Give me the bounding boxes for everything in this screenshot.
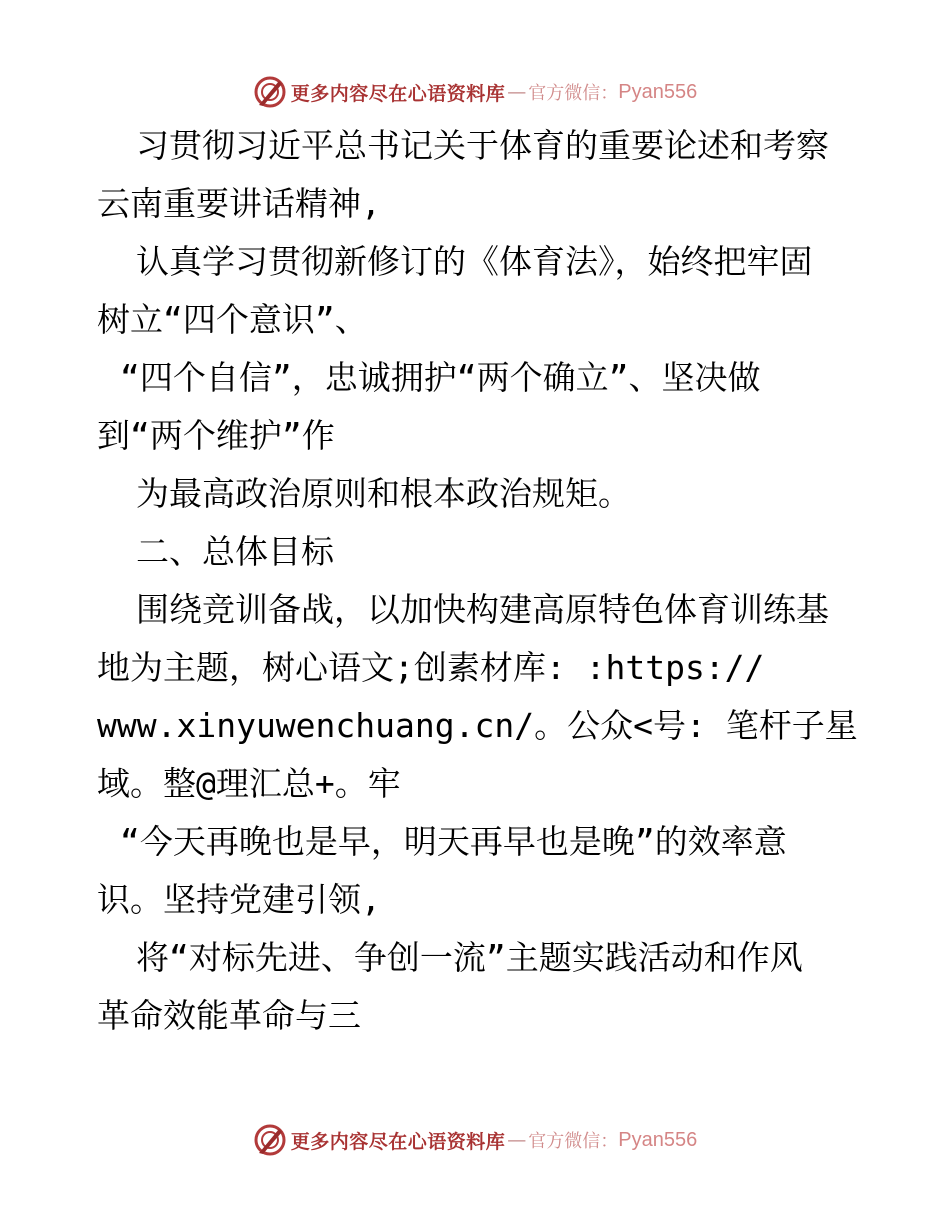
body-line-15: 将“对标先进、争创一流”主题实践活动和作风 [136, 938, 803, 977]
footer-banner-wechat-id: Pyan556 [618, 1128, 698, 1151]
body-line-1: 习贯彻习近平总书记关于体育的重要论述和考察 [136, 126, 829, 165]
body-line-4: 树立“四个意识”、 [97, 300, 368, 339]
body-line-6: 到“两个维护”作 [97, 416, 335, 455]
body-line-16: 革命效能革命与三 [97, 996, 361, 1035]
body-line-9: 围绕竞训备战，以加快构建高原特色体育训练基 [136, 590, 829, 629]
footer-banner-separator: — [507, 1129, 527, 1151]
header-banner [0, 72, 950, 112]
body-line-3: 认真学习贯彻新修订的《体育法》，始终把牢固 [136, 242, 813, 281]
section-heading: 二、总体目标 [136, 532, 334, 571]
body-line-12: 域。整@理汇总+。牢 [97, 764, 401, 803]
footer-banner-label: 官方微信： [528, 1131, 619, 1152]
body-line-7: 为最高政治原则和根本政治规矩。 [136, 474, 631, 513]
body-line-5: “四个自信”，忠诚拥护“两个确立”、坚决做 [120, 358, 761, 397]
body-line-11: www.xinyuwenchuang.cn/。公众<号: 笔杆子星 [97, 706, 858, 745]
footer-banner [0, 1120, 950, 1160]
quill-logo-icon [253, 75, 287, 109]
header-banner-title: 更多内容尽在心语资料库 [290, 82, 506, 105]
quill-logo-icon [253, 1123, 287, 1157]
footer-banner-title: 更多内容尽在心语资料库 [290, 1130, 506, 1153]
body-line-2: 云南重要讲话精神, [97, 184, 381, 223]
body-line-13: “今天再晚也是早，明天再早也是晚”的效率意 [120, 822, 787, 861]
body-line-14: 识。坚持党建引领, [97, 880, 381, 919]
header-banner-label: 官方微信： [528, 83, 619, 104]
header-banner-wechat-id: Pyan556 [618, 80, 698, 103]
body-line-10: 地为主题，树心语文;创素材库: :https:// [97, 648, 765, 687]
header-banner-separator: — [507, 81, 527, 103]
